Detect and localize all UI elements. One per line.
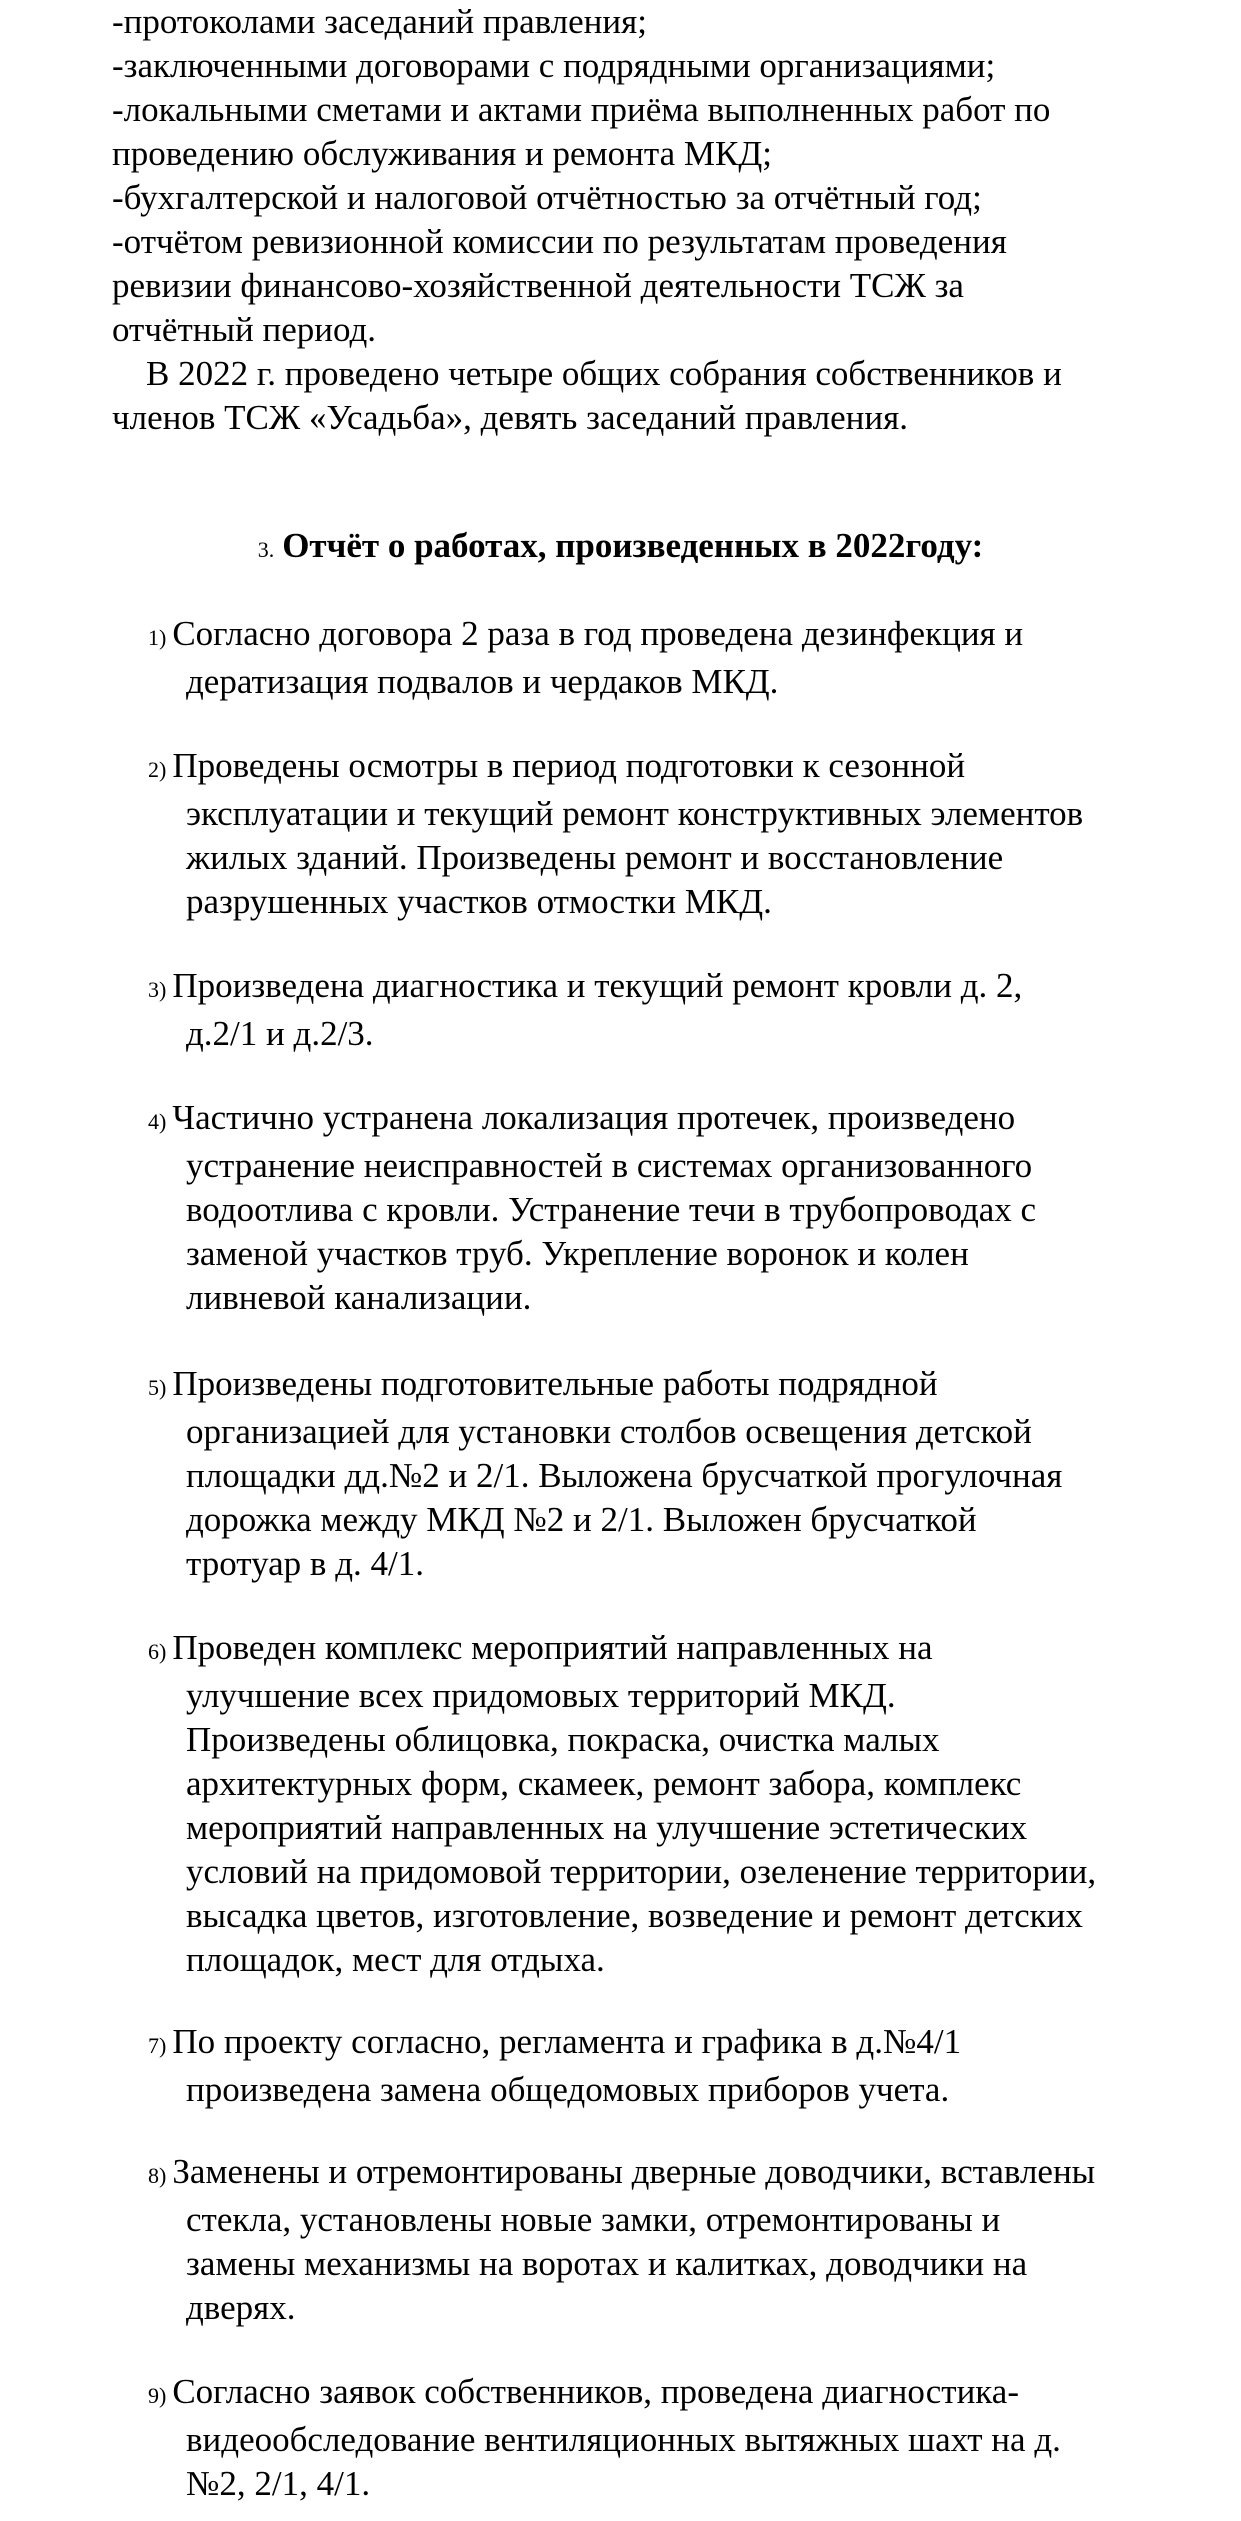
item-text-line: стекла, установлены новые замки, отремонтированы и [186,2200,1001,2239]
item-number: 9) [148,2383,167,2408]
item-text-line: дверях. [186,2288,296,2327]
item-number: 2) [148,757,167,782]
item-text-line: архитектурных форм, скамеек, ремонт забора, комплекс [186,1764,1022,1803]
section-number: 3. [257,537,275,562]
item-number: 7) [148,2033,167,2058]
item-text-line: жилых зданий. Произведены ремонт и восстановление [186,838,1004,877]
list-item [148,612,1208,704]
list-item [148,2020,1208,2112]
item-number: 1) [148,625,167,650]
list-item [148,2150,1208,2330]
item-number: 6) [148,1639,167,1664]
item-text-line: эксплуатации и текущий ремонт конструктивных элементов [186,794,1084,833]
list-item [148,1626,1208,1982]
intro-line: -бухгалтерской и налоговой отчётностью за отчётный год; [112,178,982,217]
item-text-line: устранение неисправностей в системах организованного [186,1146,1033,1185]
item-text-line: произведена замена общедомовых приборов учета. [186,2070,950,2109]
item-text-line: Заменены и отремонтированы дверные доводчики, вставлены [172,2152,1096,2191]
list-item [148,1362,1208,1586]
item-text-line: площадки дд.№2 и 2/1. Выложена брусчаткой прогулочная [186,1456,1063,1495]
list-item [148,2370,1208,2506]
list-item [148,1096,1208,1320]
item-text-line: улучшение всех придомовых территорий МКД. [186,1676,896,1715]
item-text-line: площадок, мест для отдыха. [186,1940,605,1979]
intro-paragraph-line: В 2022 г. проведено четыре общих собрания собственников и [146,354,1062,393]
item-text-line: организацией для установки столбов освещения детской [186,1412,1032,1451]
item-text-line: ливневой канализации. [186,1278,532,1317]
item-text-line: видеообследование вентиляционных вытяжных шахт на д. [186,2420,1061,2459]
section-title: Отчёт о работах, произведенных в 2022году: [282,526,984,565]
item-number: 3) [148,977,167,1002]
section-heading [0,524,1241,572]
intro-line: -протоколами заседаний правления; [112,2,647,41]
item-number: 8) [148,2163,167,2188]
intro-line: -отчётом ревизионной комиссии по результатам проведения [112,222,1007,261]
item-text-line: условий на придомовой территории, озеленение территории, [186,1852,1097,1891]
item-text-line: Произведена диагностика и текущий ремонт кровли д. 2, [172,966,1023,1005]
item-text-line: тротуар в д. 4/1. [186,1544,424,1583]
intro-paragraph-line: членов ТСЖ «Усадьба», девять заседаний правления. [112,398,908,437]
item-number: 5) [148,1375,167,1400]
intro-line: проведению обслуживания и ремонта МКД; [112,134,772,173]
item-text-line: разрушенных участков отмостки МКД. [186,882,772,921]
item-text-line: Согласно заявок собственников, проведена диагностика- [172,2372,1019,2411]
item-text-line: Произведены подготовительные работы подрядной [172,1364,938,1403]
item-text-line: д.2/1 и д.2/3. [186,1014,374,1053]
item-text-line: Согласно договора 2 раза в год проведена дезинфекция и [172,614,1024,653]
item-number: 4) [148,1109,167,1134]
intro-line: -заключенными договорами с подрядными организациями; [112,46,996,85]
item-text-line: дорожка между МКД №2 и 2/1. Выложен брусчаткой [186,1500,977,1539]
item-text-line: водоотлива с кровли. Устранение течи в трубопроводах с [186,1190,1037,1229]
item-text-line: Проведен комплекс мероприятий направленных на [172,1628,933,1667]
item-text-line: Проведены осмотры в период подготовки к сезонной [172,746,966,785]
item-text-line: мероприятий направленных на улучшение эстетических [186,1808,1028,1847]
item-text-line: дератизация подвалов и чердаков МКД. [186,662,779,701]
item-text-line: замены механизмы на воротах и калитках, доводчики на [186,2244,1028,2283]
item-text-line: По проекту согласно, регламента и графика в д.№4/1 [172,2022,962,2061]
item-text-line: заменой участков труб. Укрепление воронок и колен [186,1234,969,1273]
item-text-line: Произведены облицовка, покраска, очистка малых [186,1720,940,1759]
intro-line: ревизии финансово-хозяйственной деятельности ТСЖ за [112,266,964,305]
intro-line: отчётный период. [112,310,377,349]
item-text-line: Частично устранена локализация протечек, произведено [172,1098,1016,1137]
list-item [148,744,1208,924]
intro-line: -локальными сметами и актами приёма выполненных работ по [112,90,1051,129]
list-item [148,964,1208,1056]
item-text-line: №2, 2/1, 4/1. [186,2464,371,2503]
item-text-line: высадка цветов, изготовление, возведение и ремонт детских [186,1896,1083,1935]
